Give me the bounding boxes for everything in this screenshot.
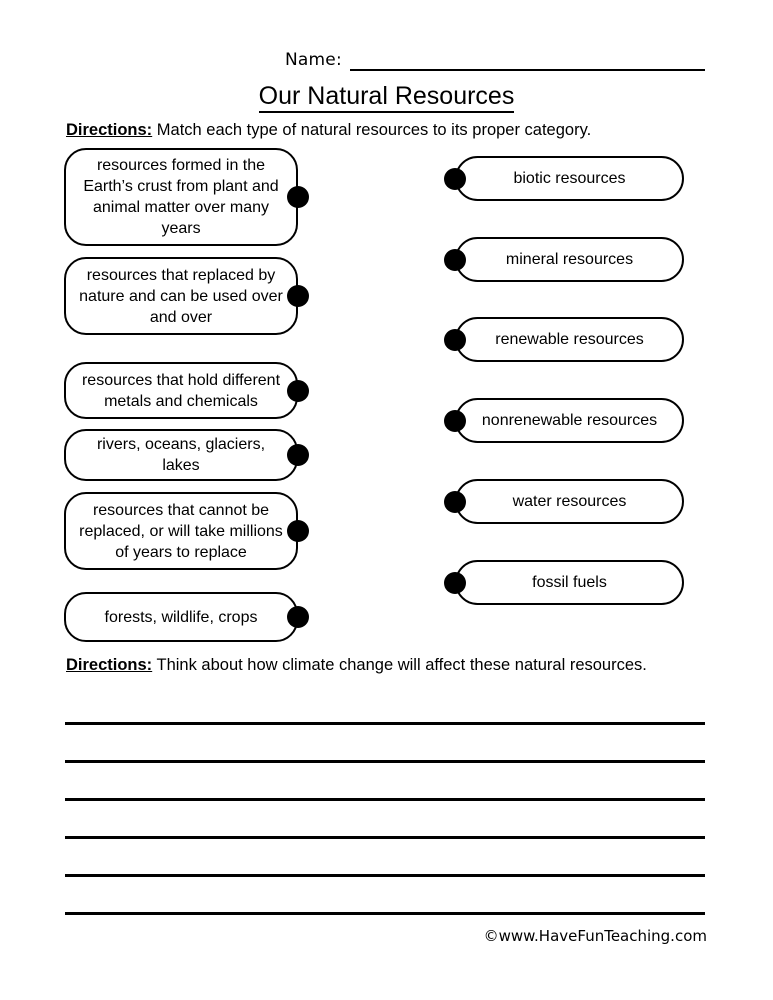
match-right-connector-dot-5[interactable] bbox=[444, 572, 466, 594]
match-left-label: forests, wildlife, crops bbox=[104, 608, 258, 626]
footer-credit: ©www.HaveFunTeaching.com bbox=[483, 927, 707, 945]
writing-line-5[interactable] bbox=[65, 912, 705, 915]
match-left-label: resources formed in the Earth’s crust from plant and animal matter over many years bbox=[83, 157, 279, 237]
match-right-connector-dot-3[interactable] bbox=[444, 410, 466, 432]
match-left-item-4[interactable] bbox=[64, 492, 298, 570]
match-right-item-3[interactable] bbox=[455, 398, 684, 443]
match-left-item-5[interactable] bbox=[64, 592, 298, 642]
match-right-item-2[interactable] bbox=[455, 317, 684, 362]
match-left-connector-dot-5[interactable] bbox=[287, 606, 309, 628]
match-right-connector-dot-0[interactable] bbox=[444, 168, 466, 190]
match-right-item-4[interactable] bbox=[455, 479, 684, 524]
match-right-label: mineral resources bbox=[505, 251, 634, 268]
match-right-label: water resources bbox=[512, 493, 627, 510]
match-left-label: resources that hold different metals and chemicals bbox=[81, 371, 281, 410]
match-right-item-1[interactable] bbox=[455, 237, 684, 282]
match-left-item-3[interactable] bbox=[64, 429, 298, 481]
directions-label-2: Directions: bbox=[66, 656, 153, 674]
match-right-label: renewable resources bbox=[495, 331, 644, 348]
match-left-label: resources that replaced by nature and can be used over and over bbox=[79, 266, 283, 326]
name-label: Name: bbox=[285, 50, 342, 70]
match-right-item-0[interactable] bbox=[455, 156, 684, 201]
directions-text-2: Think about how climate change will affect these natural resources. bbox=[156, 656, 647, 674]
directions-label-1: Directions: bbox=[66, 121, 153, 139]
match-right-connector-dot-4[interactable] bbox=[444, 491, 466, 513]
match-right-label: biotic resources bbox=[513, 170, 626, 187]
writing-line-1[interactable] bbox=[65, 760, 705, 763]
match-left-item-2[interactable] bbox=[64, 362, 298, 419]
match-right-label: nonrenewable resources bbox=[481, 412, 658, 429]
directions-writing bbox=[66, 655, 647, 675]
page-title-text: Our Natural Resources bbox=[259, 82, 515, 113]
match-right-connector-dot-2[interactable] bbox=[444, 329, 466, 351]
writing-line-0[interactable] bbox=[65, 722, 705, 725]
match-left-label: rivers, oceans, glaciers, lakes bbox=[96, 436, 266, 474]
writing-line-2[interactable] bbox=[65, 798, 705, 801]
match-left-item-0[interactable] bbox=[64, 148, 298, 246]
match-left-connector-dot-1[interactable] bbox=[287, 285, 309, 307]
match-left-connector-dot-4[interactable] bbox=[287, 520, 309, 542]
match-left-item-1[interactable] bbox=[64, 257, 298, 335]
directions-text-1: Match each type of natural resources to its proper category. bbox=[156, 121, 592, 139]
match-left-connector-dot-3[interactable] bbox=[287, 444, 309, 466]
match-right-item-5[interactable] bbox=[455, 560, 684, 605]
writing-line-3[interactable] bbox=[65, 836, 705, 839]
match-right-connector-dot-1[interactable] bbox=[444, 249, 466, 271]
writing-line-4[interactable] bbox=[65, 874, 705, 877]
match-right-label: fossil fuels bbox=[532, 574, 607, 591]
match-left-connector-dot-2[interactable] bbox=[287, 380, 309, 402]
match-left-connector-dot-0[interactable] bbox=[287, 186, 309, 208]
match-left-label: resources that cannot be replaced, or will take millions of years to replace bbox=[79, 501, 283, 561]
